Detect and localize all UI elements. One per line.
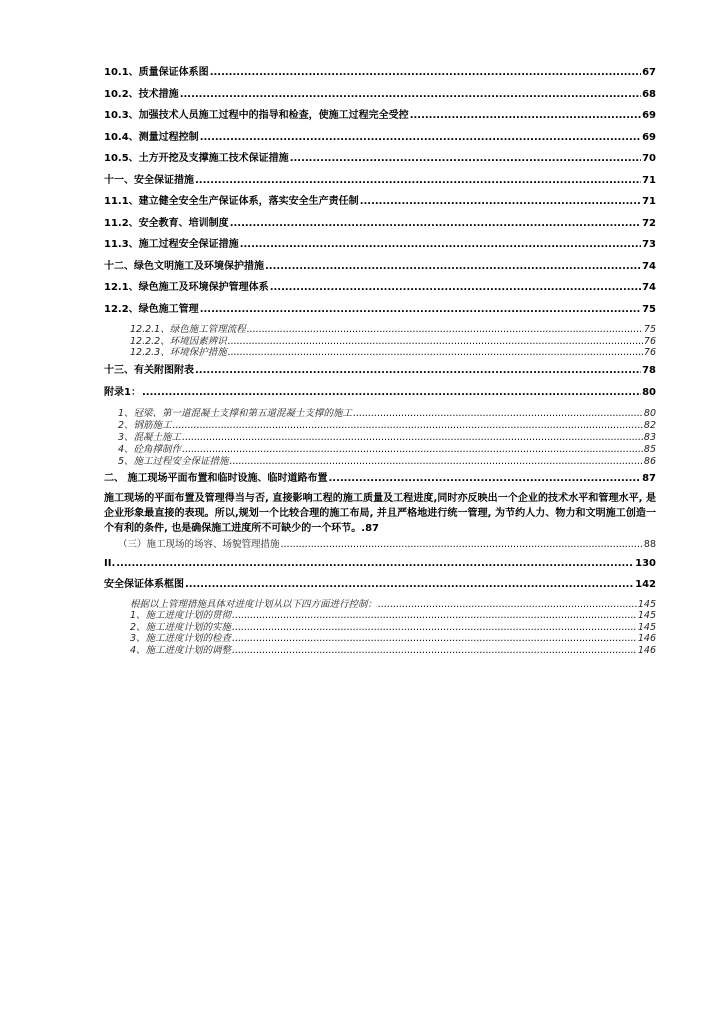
toc-leader-dots — [182, 444, 643, 456]
toc-leader-dots — [195, 364, 641, 378]
toc-leader-dots — [353, 408, 643, 420]
toc-entry[interactable] — [104, 420, 656, 432]
toc-entry[interactable] — [104, 386, 656, 400]
toc-entry-title: 10.5、土方开挖及支撑施工技术保证措施 — [104, 153, 289, 164]
toc-entry-page: 146 — [637, 633, 656, 644]
toc-entry-title: 附录1： — [104, 386, 141, 398]
toc-entry[interactable] — [104, 578, 656, 592]
toc-entry-title: 2、钢筋施工 — [118, 419, 172, 431]
toc-paragraph-text: 施工现场的平面布置及管理得当与否, 直接影响工程的施工质量及工程进度,同时亦反映出一个企业的技术水平和管理水平, 是企业形象最直接的表现。所以,规划一个比较合理的施工布局, 并且严格地进行统一管理, 为节约人力、物力和文明施工创造一个有利的条件, 也是确保施工进度所不可缺少的一个环节。. — [104, 492, 656, 534]
toc-block-sections — [104, 66, 656, 317]
toc-entry-title: 11.3、施工过程安全保证措施 — [104, 239, 239, 250]
toc-entry[interactable] — [104, 444, 656, 456]
toc-entry-page: 76 — [643, 335, 656, 347]
toc-entry[interactable] — [104, 645, 656, 657]
toc-entry-title: 12.2、绿色施工管理 — [104, 303, 199, 315]
toc-leader-dots — [265, 260, 641, 274]
toc-leader-dots — [230, 217, 641, 231]
toc-leader-dots — [247, 324, 643, 336]
toc-entry-page: 70 — [642, 153, 656, 164]
toc-block-site-layout — [104, 472, 656, 486]
toc-block-site-management — [104, 539, 656, 551]
toc-leader-dots — [230, 456, 643, 468]
toc-entry-page: 145 — [637, 598, 656, 610]
toc-leader-dots — [195, 174, 641, 188]
toc-block-appendix-items — [104, 408, 656, 468]
toc-block-misc — [104, 557, 656, 592]
toc-entry-page: 71 — [642, 174, 656, 186]
toc-entry[interactable] — [104, 408, 656, 420]
toc-entry[interactable] — [104, 599, 656, 611]
toc-entry[interactable] — [104, 622, 656, 634]
toc-block-schedule — [104, 599, 656, 657]
toc-entry-page: 82 — [643, 419, 656, 431]
toc-entry[interactable] — [104, 364, 656, 378]
toc-leader-dots — [200, 303, 641, 317]
toc-paragraph-entry[interactable] — [104, 491, 656, 536]
toc-leader-dots — [232, 633, 637, 645]
toc-leader-dots — [228, 347, 643, 359]
toc-paragraph-page: 87 — [365, 522, 380, 534]
toc-entry[interactable] — [104, 174, 656, 188]
toc-entry-page: 72 — [642, 217, 656, 229]
toc-entry[interactable] — [104, 324, 656, 336]
toc-entry-title: 3、混凝土施工 — [118, 431, 182, 443]
toc-entry-page: 74 — [642, 260, 656, 272]
toc-entry-title: 12.2.3、环境保护措施 — [130, 347, 227, 358]
toc-entry-title: 10.2、技术措施 — [104, 88, 179, 100]
toc-entry-page: 68 — [642, 88, 656, 100]
toc-entry-title: （三）施工现场的场容、场貌管理措施 — [118, 538, 280, 550]
toc-entry-title: 10.1、质量保证体系图 — [104, 67, 209, 78]
toc-entry-page: 85 — [643, 443, 656, 455]
toc-entry-title: 4、砼角撑制作 — [118, 443, 182, 455]
toc-entry-title: 12.1、绿色施工及环境保护管理体系 — [104, 282, 269, 293]
toc-entry-title: 1、施工进度计划的贯彻 — [130, 610, 232, 621]
toc-leader-dots — [180, 88, 641, 102]
toc-entry[interactable] — [104, 217, 656, 231]
toc-entry-title: 12.2.1、绿色施工管理流程 — [130, 324, 246, 335]
toc-leader-dots — [290, 152, 641, 166]
toc-entry[interactable] — [104, 456, 656, 468]
toc-entry-title: 5、施工过程安全保证措施 — [118, 455, 229, 467]
toc-leader-dots — [281, 539, 643, 551]
toc-leader-dots — [185, 578, 634, 592]
toc-entry-title: 二、 施工现场平面布置和临时设施、临时道路布置 — [104, 472, 328, 484]
toc-leader-dots — [116, 557, 634, 571]
toc-entry-page: 75 — [642, 303, 656, 315]
toc-entry[interactable] — [104, 432, 656, 444]
toc-leader-dots — [378, 599, 637, 611]
toc-entry[interactable] — [104, 281, 656, 295]
toc-leader-dots — [232, 645, 637, 657]
toc-entry-page: 71 — [642, 196, 656, 207]
toc-entry-title: 4、施工进度计划的调整 — [130, 644, 232, 656]
toc-entry-title: 10.3、加强技术人员施工过程中的指导和检查，使施工过程完全受控 — [104, 110, 409, 121]
toc-leader-dots — [228, 336, 643, 348]
toc-entry[interactable] — [104, 557, 656, 571]
toc-entry-page: 145 — [637, 621, 656, 633]
toc-entry[interactable] — [104, 195, 656, 209]
toc-entry-page: 80 — [643, 407, 656, 419]
toc-block-subsections — [104, 324, 656, 359]
toc-entry-page: 145 — [637, 610, 656, 621]
toc-entry-title: 十二、绿色文明施工及环境保护措施 — [104, 260, 264, 272]
toc-leader-dots — [200, 131, 641, 145]
toc-leader-dots — [173, 420, 643, 432]
toc-entry-title: 11.1、建立健全安全生产保证体系，落实安全生产责任制 — [104, 196, 359, 207]
toc-entry-page: 130 — [635, 557, 656, 569]
toc-entry[interactable] — [104, 347, 656, 359]
toc-leader-dots — [410, 109, 641, 123]
toc-entry-page: 78 — [642, 364, 656, 376]
toc-entry[interactable] — [104, 131, 656, 145]
toc-entry[interactable] — [104, 238, 656, 252]
toc-leader-dots — [232, 622, 637, 634]
toc-entry-page: 74 — [642, 282, 656, 293]
toc-entry[interactable] — [104, 152, 656, 166]
toc-entry-page: 88 — [643, 538, 656, 550]
toc-entry-title: 2、施工进度计划的实施 — [130, 621, 232, 633]
toc-leader-dots — [210, 66, 641, 80]
toc-entry-page: 80 — [642, 386, 656, 398]
toc-entry[interactable] — [104, 260, 656, 274]
toc-entry-page: 73 — [642, 239, 656, 250]
toc-entry-page: 75 — [643, 324, 656, 335]
toc-entry[interactable] — [104, 539, 656, 551]
toc-entry-title: 10.4、测量过程控制 — [104, 131, 199, 143]
toc-entry[interactable] — [104, 610, 656, 622]
toc-entry-title: II. — [104, 557, 116, 569]
toc-entry-page: 146 — [637, 644, 656, 656]
toc-leader-dots — [142, 386, 641, 400]
toc-entry[interactable] — [104, 66, 656, 80]
toc-entry[interactable] — [104, 303, 656, 317]
toc-entry-title: 11.2、安全教育、培训制度 — [104, 217, 229, 229]
toc-leader-dots — [360, 195, 641, 209]
toc-leader-dots — [328, 472, 641, 486]
toc-leader-dots — [240, 238, 641, 252]
toc-entry[interactable] — [104, 472, 656, 486]
toc-entry-page: 69 — [642, 110, 656, 121]
toc-leader-dots — [270, 281, 641, 295]
toc-entry-title: 3、施工进度计划的检查 — [130, 633, 232, 644]
toc-entry-title: 12.2.2、环境因素辨识 — [130, 335, 227, 347]
toc-entry-title: 根据以上管理措施具体对进度计划从以下四方面进行控制： — [130, 598, 378, 610]
table-of-contents — [104, 66, 656, 656]
toc-block-appendix — [104, 364, 656, 400]
toc-entry-page: 69 — [642, 131, 656, 143]
toc-entry[interactable] — [104, 633, 656, 645]
toc-entry[interactable] — [104, 336, 656, 348]
toc-entry-page: 86 — [643, 455, 656, 467]
toc-entry-page: 67 — [642, 67, 656, 78]
toc-entry[interactable] — [104, 109, 656, 123]
toc-entry-page: 83 — [643, 431, 656, 443]
toc-entry-page: 87 — [642, 472, 656, 484]
toc-entry-title: 安全保证体系框图 — [104, 578, 184, 590]
toc-entry-page: 142 — [635, 578, 656, 590]
toc-entry-title: 1、冠梁、第一道混凝土支撑和第五道混凝土支撑的施工 — [118, 407, 353, 419]
toc-entry[interactable] — [104, 88, 656, 102]
toc-entry-title: 十一、安全保证措施 — [104, 174, 194, 186]
toc-leader-dots — [232, 610, 637, 622]
toc-entry-title: 十三、有关附图附表 — [104, 364, 194, 376]
toc-leader-dots — [182, 432, 643, 444]
toc-entry-page: 76 — [643, 347, 656, 358]
